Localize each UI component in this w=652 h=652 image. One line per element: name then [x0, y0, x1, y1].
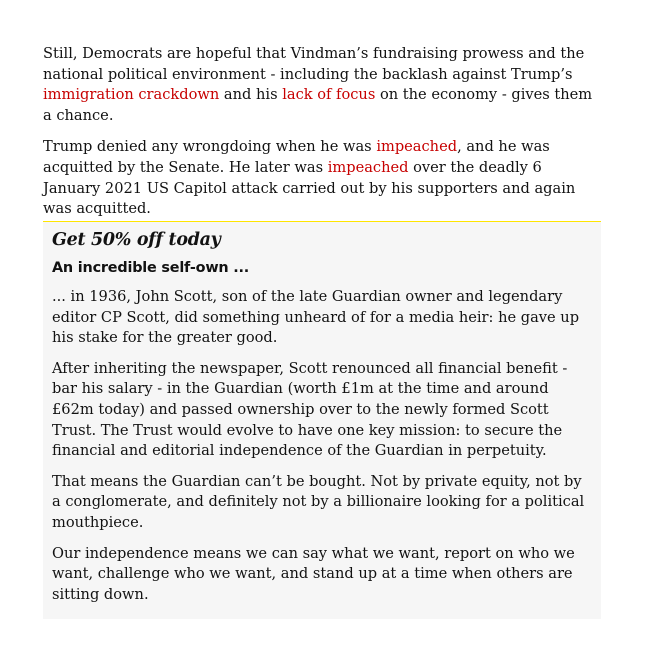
epic-paragraph: That means the Guardian can’t be bought. Not by private equity, not by a conglomerate, and definitely not by a billionaire looking for a political mouthpiece. [52, 472, 585, 531]
epic-fade-overlay [43, 605, 601, 619]
paragraph-text: on the economy - gives them a chance. [43, 86, 593, 124]
epic-paragraph: ... in 1936, John Scott, son of the late Guardian owner and legendary editor CP Scott, did something unheard of for a media heir: he gave up his stake for the greater good. [52, 288, 580, 347]
support-epic [43, 221, 601, 619]
article-paragraph [43, 137, 603, 219]
epic-paragraph: After inheriting the newspaper, Scott renounced all financial benefit - bar his salary - in the Guardian (worth £1m at the time and around £62m today) and passed ownership over to the newly formed Scott Trust. The Trust would evolve to have one key mission: to secure the financial and editorial independence of the Guardian in perpetuity. [52, 359, 568, 460]
epic-heading: Get 50% off today [52, 230, 221, 250]
paragraph-text: Trump denied any wrongdoing when he was [43, 138, 377, 156]
article-paragraph [43, 44, 603, 126]
paragraph-text: , and he was acquitted by the Senate. He later was [43, 138, 550, 176]
paragraph-text: Still, Democrats are hopeful that Vindman’s fundraising prowess and the national political environment - including the backlash against Trump’s [43, 45, 585, 83]
impeached-link[interactable]: impeached [327, 158, 409, 176]
immigration-crackdown-link[interactable]: immigration crackdown [43, 86, 220, 104]
lack-of-focus-link[interactable]: lack of focus [282, 86, 376, 104]
paragraph-text: over the deadly 6 January 2021 US Capitol attack carried out by his supporters and again was acquitted. [43, 158, 576, 218]
epic-paragraph: Our independence means we can say what we want, report on who we want, challenge who we want, and stand up at a time when others are sitting down. [52, 544, 575, 603]
paragraph-text: and his [219, 86, 283, 104]
article-body [43, 44, 603, 231]
impeached-link[interactable]: impeached [376, 138, 458, 156]
epic-subheading: An incredible self-own ... [52, 260, 250, 276]
